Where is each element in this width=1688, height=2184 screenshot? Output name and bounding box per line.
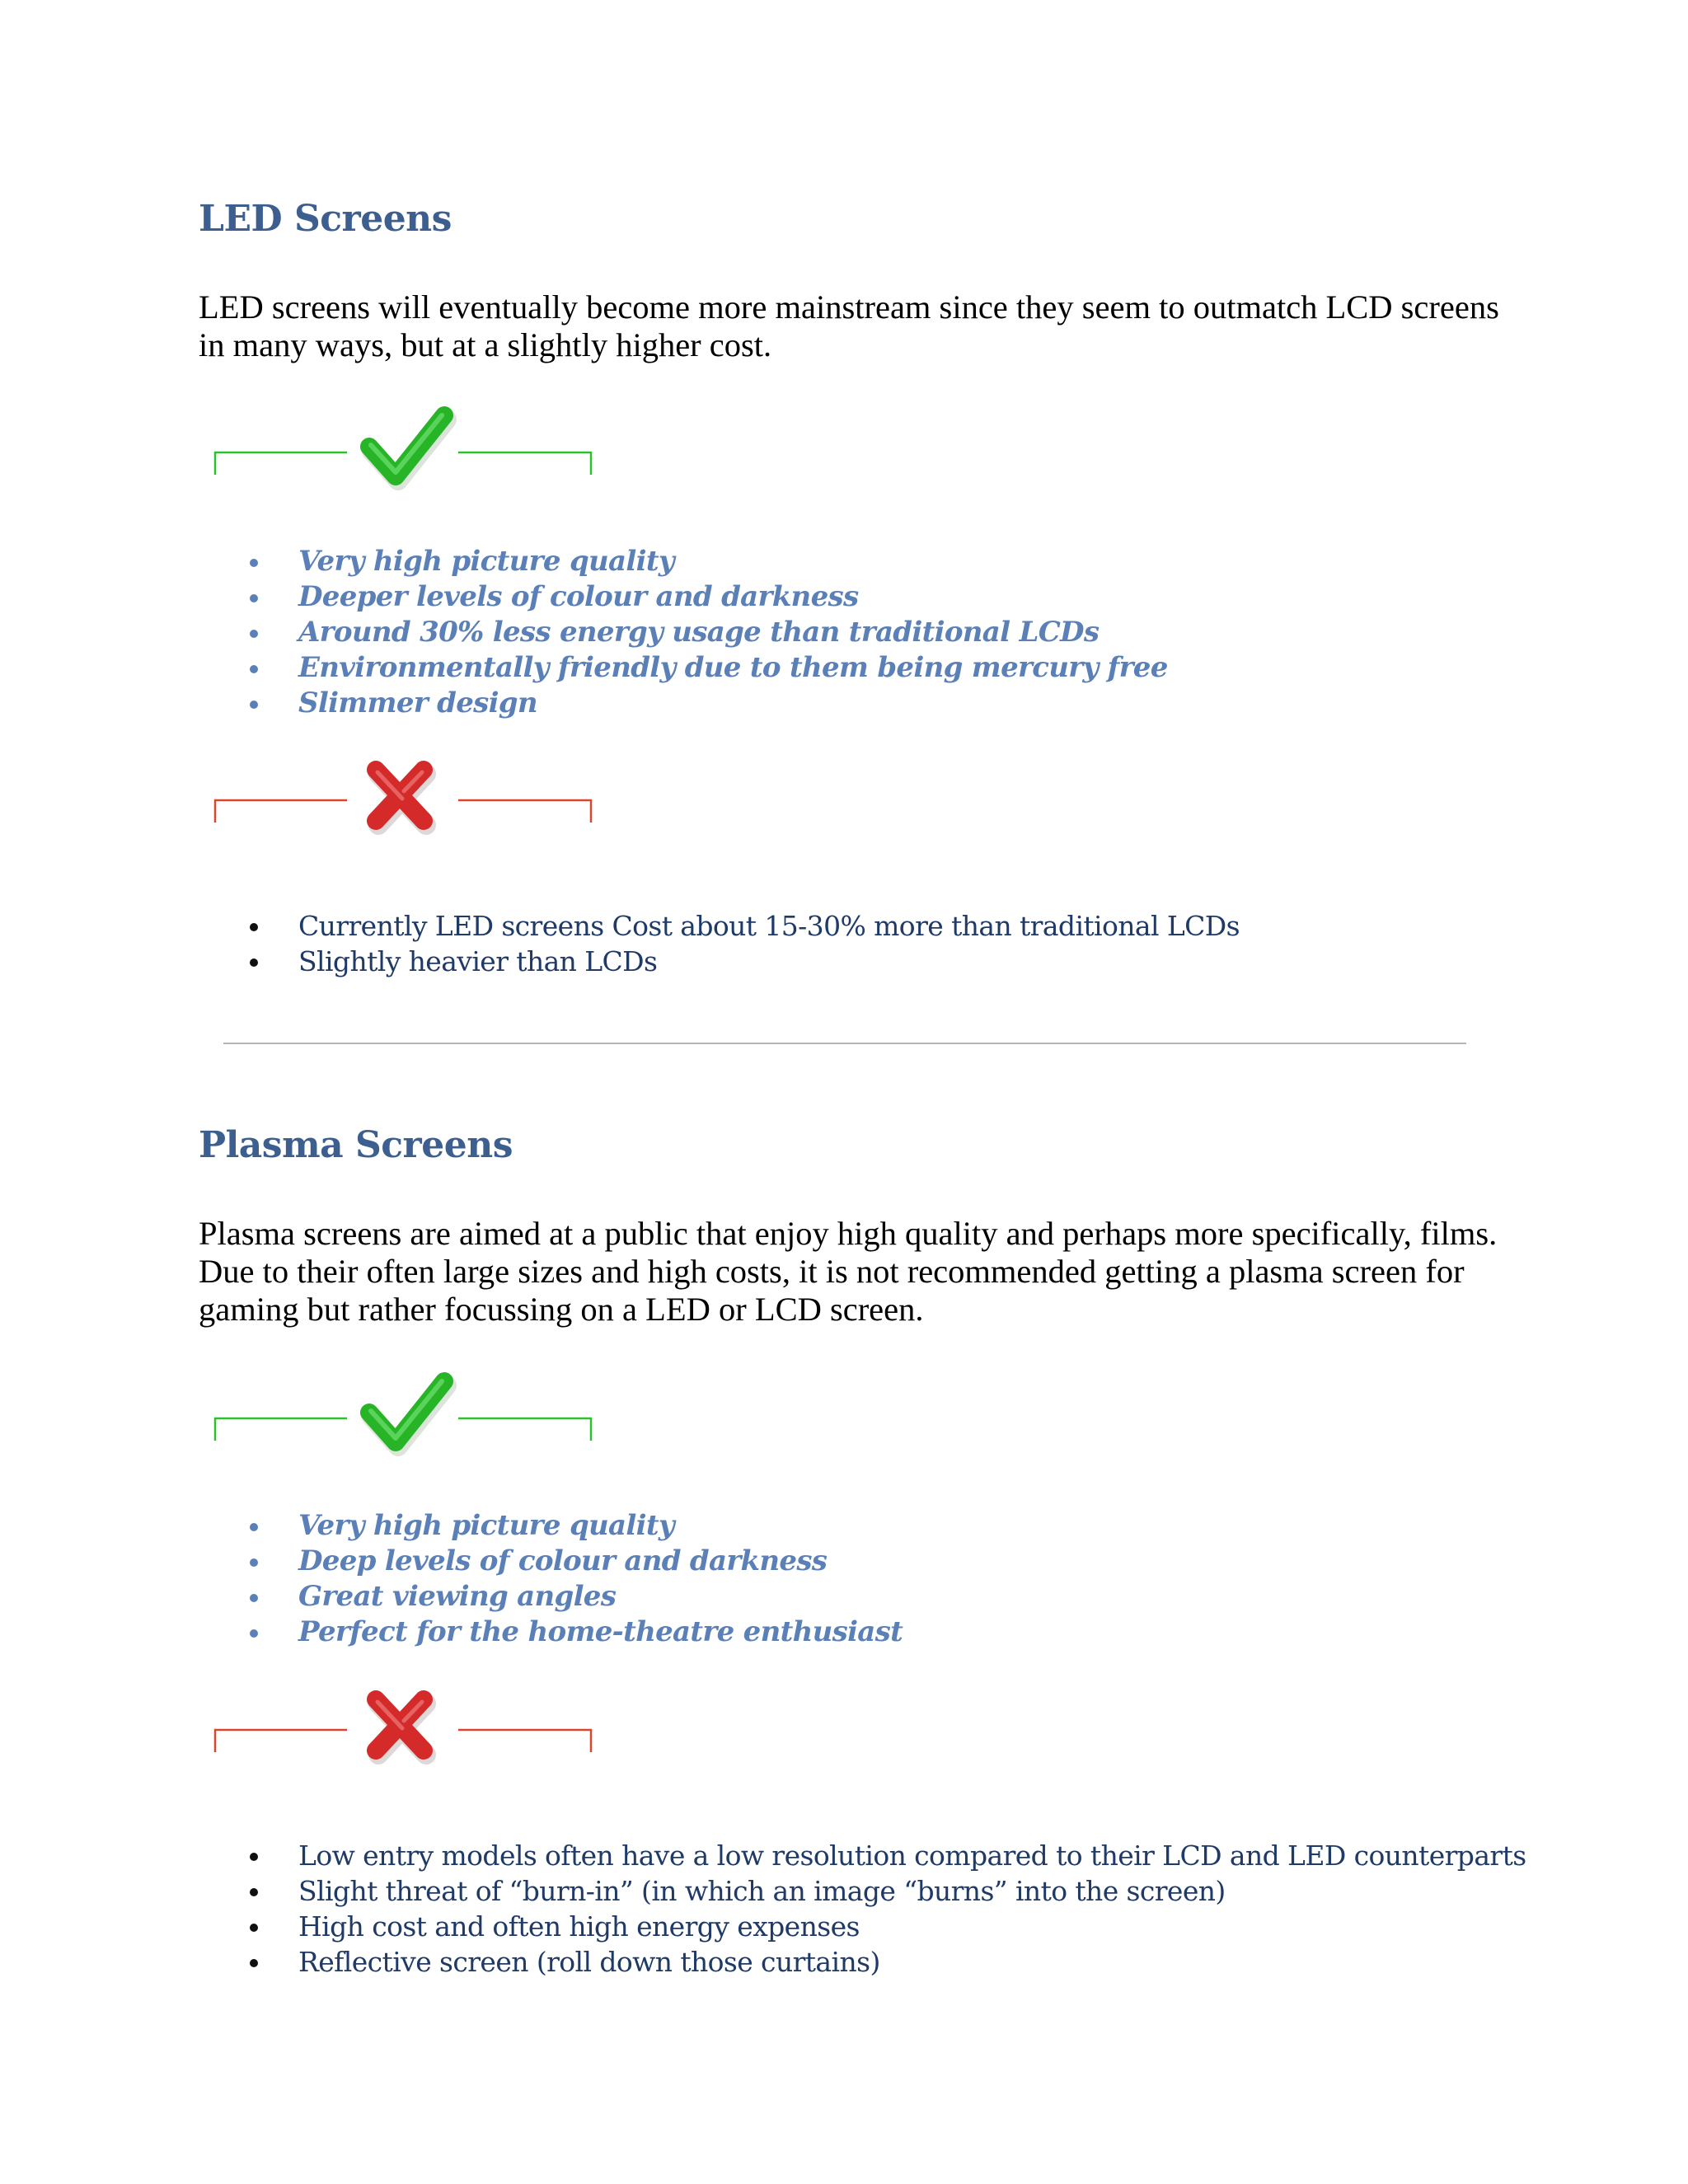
paragraph-line: in many ways, but at a slightly higher cost.: [199, 326, 772, 363]
pros-list-led: [247, 544, 1566, 721]
pros-list-plasma: [247, 1508, 1566, 1650]
cross-icon: [376, 770, 426, 825]
cons-list-led: [247, 908, 1566, 979]
list-item: Currently LED screens Cost about 15-30% more than traditional LCDs: [247, 908, 1566, 944]
cons-marker: [213, 1680, 593, 1787]
list-item: Great viewing angles: [247, 1579, 1566, 1615]
list-item: Around 30% less energy usage than traditional LCDs: [247, 615, 1566, 650]
section-heading-plasma: Plasma Screens: [199, 1124, 513, 1166]
section-paragraph-led: [199, 288, 1517, 364]
section-paragraph-plasma: [199, 1215, 1517, 1329]
pros-marker: [213, 402, 593, 509]
list-item: Environmentally friendly due to them being mercury free: [247, 650, 1566, 686]
cross-icon: [376, 1699, 426, 1755]
list-item: High cost and often high energy expenses: [247, 1909, 1566, 1944]
list-item: Deep levels of colour and darkness: [247, 1544, 1566, 1579]
list-item: Very high picture quality: [247, 1508, 1566, 1544]
paragraph-line: Plasma screens are aimed at a public that enjoy high quality and perhaps more specifically, films.: [199, 1215, 1498, 1252]
pros-marker: [213, 1368, 593, 1475]
paragraph-line: LED screens will eventually become more mainstream since they seem to outmatch LCD screens: [199, 288, 1499, 326]
list-item: Low entry models often have a low resolution compared to their LCD and LED counterparts: [247, 1838, 1566, 1873]
paragraph-line: Due to their often large sizes and high costs, it is not recommended getting a plasma screen for: [199, 1253, 1465, 1290]
section-heading-led: LED Screens: [199, 198, 452, 240]
list-item: Reflective screen (roll down those curtains): [247, 1944, 1566, 1980]
cons-list-plasma: [247, 1838, 1566, 1980]
list-item: Very high picture quality: [247, 544, 1566, 579]
cons-marker: [213, 750, 593, 857]
section-divider: [223, 1043, 1466, 1044]
list-item: Slimmer design: [247, 686, 1566, 721]
list-item: Perfect for the home-theatre enthusiast: [247, 1615, 1566, 1650]
list-item: Deeper levels of colour and darkness: [247, 579, 1566, 615]
paragraph-line: gaming but rather focussing on a LED or LCD screen.: [199, 1291, 924, 1328]
list-item: Slightly heavier than LCDs: [247, 944, 1566, 979]
check-icon: [369, 1381, 447, 1446]
check-icon: [369, 415, 447, 480]
list-item: Slight threat of “burn-in” (in which an image “burns” into the screen): [247, 1873, 1566, 1909]
